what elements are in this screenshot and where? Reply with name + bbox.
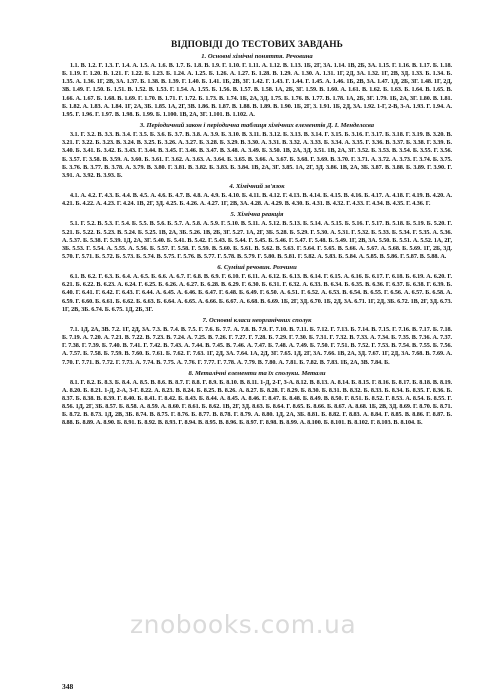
section-answers: 8.1. Г. 8.2. Б. 8.3. Б. 8.4. А. 8.5. В. 8.6. В. 8.7. Г. 8.8. Г. 8.9. Б. 8.10. В. 8.11. 1-Д, 2-Г, 3-А. 8.12. В. 8.13. А. 8.14. Б. 8.15. Г. 8.16. Б. 8.17. Б. 8.18. В. 8.19. А. 8.20. Б. 8.21. 1-Д, 2-А, 3-Г. 8.22. А. 8.23. В. 8.24. Б. 8.25. В. 8.26. А. 8.27. Б. 8.28. Г. 8.29. Б. 8.30. Б. 8.31. В. 8.32. Б. 8.33. Б. 8.34. Б. 8.35. Г. 8.36. Б. 8.37. Б. 8.38. В. 8.39. Г. 8.40. Б. 8.41. Г. 8.42. Б. 8.43. Б. 8.44. А. 8.45. А. 8.46. Г. 8.47. Б. 8.48. Б. 8.49. В. 8.50. Г. 8.51. Б. 8.52. Г. 8.53. А. 8.54. Б. 8.55. Г. 8.56. 1Д, 2Г, 3Б. 8.57. Б. 8.58. А. 8.59. А. 8.60. Г. 8.61. Б. 8.62. 1В, 2Г, 3Д. 8.63. Б. 8.64. Г. 8.65. Б. 8.66. Б. 8.67. А. 8.68. 1Б, 2В, 3Д. 8.69. Г. 8.70. Б. 8.71. Б. 8.72. В. 8.73. 1Д, 2В, 3Б. 8.74. В. 8.75. Г. 8.76. Б. 8.77. В. 8.78. Г. 8.79. А. 8.80. 1Д, 2А, 3Б. 8.81. Б. 8.82. Г. 8.83. А. 8.84. Г. 8.85. В. 8.86. Г. 8.87. Б. 8.88. Б. 8.89. А. 8.90. Б. 8.91. Б. 8.92. В. 8.93. Г. 8.94. В. 8.95. В. 8.96. Б. 8.97. Г. 8.98. В. 8.99. А. 8.100. Б. 8.101. В. 8.102. Г. 8.103. В. 8.104. Б. (62, 379, 452, 427)
section-title: 5. Хімічна реакція (230, 211, 284, 219)
section-5 (62, 211, 452, 261)
section-title: 4. Хімічний зв'язок (229, 183, 285, 191)
section-title: 6. Суміші речовин. Розчини (217, 264, 297, 272)
section-6 (62, 264, 452, 314)
section-7 (62, 317, 452, 367)
section-title: 8. Металічні елементи та їх сполуки. Метали (188, 369, 326, 377)
section-answers: 5.1. Г. 5.2. В. 5.3. Г. 5.4. Б. 5.5. В. 5.6. Б. 5.7. А. 5.8. А. 5.9. Г. 5.10. В. 5.11. А. 5.12. В. 5.13. Б. 5.14. А. 5.15. Б. 5.16. Г. 5.17. В. 5.18. Б. 5.19. Б. 5.20. Г. 5.21. Б. 5.22. Б. 5.23. В. 5.24. Б. 5.25. 1В, 2А, 3Б. 5.26. 1В, 2Б, 3Г. 5.27. 1А, 2Г, 3Б. 5.28. Б. 5.29. Г. 5.30. А. 5.31. Г. 5.32. Б. 5.33. Б. 5.34. Г. 5.35. А. 5.36. А. 5.37. Б. 5.38. Г. 5.39. 1Д, 2А, 3Г. 5.40. Б. 5.41. В. 5.42. Г. 5.43. Б. 5.44. Г. 5.45. Б. 5.46. Г. 5.47. Г. 5.48. Б. 5.49. 1Г, 2В, 3А. 5.50. Б. 5.51. А. 5.52. 1А, 2Г, 3Б. 5.53. Г. 5.54. А. 5.55. А. 5.56. Б. 5.57. Г. 5.58. Г. 5.59. В. 5.60. Б. 5.61. В. 5.62. В. 5.63. Г. 5.64. Г. 5.65. В. 5.66. А. 5.67. А. 5.68. Б. 5.69. 1Г, 2Б, 3Д. 5.70. Г. 5.71. Б. 5.72. Б. 5.73. Б. 5.74. В. 5.75. Г. 5.76. В. 5.77. Г. 5.78. В. 5.79. Г. 5.80. В. 5.81. Г. 5.82. А. 5.83. Б. 5.84. А. 5.85. В. 5.86. Г. 5.87. В. 5.88. А. (62, 221, 452, 260)
page-number: 348 (62, 682, 74, 691)
section-answers: 6.1. В. 6.2. Г. 6.3. Б. 6.4. А. 6.5. Б. 6.6. А. 6.7. Г. 6.8. В. 6.9. Г. 6.10. Г. 6.11. А. 6.12. Б. 6.13. В. 6.14. Г. 6.15. А. 6.16. Б. 6.17. Г. 6.18. Б. 6.19. А. 6.20. Г. 6.21. Б. 6.22. В. 6.23. А. 6.24. Г. 6.25. Б. 6.26. А. 6.27. Б. 6.28. В. 6.29. Г. 6.30. Б. 6.31. Г. 6.32. А. 6.33. В. 6.34. Б. 6.35. В. 6.36. Г. 6.37. Б. 6.38. Г. 6.39. Б. 6.40. Г. 6.41. Г. 6.42. Г. 6.43. Г. 6.44. А. 6.45. А. 6.46. Б. 6.47. Г. 6.48. Б. 6.49. Г. 6.50. А. 6.51. Г. 6.52. А. 6.53. В. 6.54. В. 6.55. Г. 6.56. А. 6.57. Б. 6.58. А. 6.59. Г. 6.60. Б. 6.61. Б. 6.62. Б. 6.63. Б. 6.64. А. 6.65. А. 6.66. Б. 6.67. А. 6.68. В. 6.69. 1Б, 2Г, 3Д. 6.70. 1Б, 2Д, 3А. 6.71. 1Г, 2Д, 3Б. 6.72. 1В, 2Г, 3Д. 6.73. 1Г, 2В, 3Б. 6.74. Б. 6.75. 1Д, 2Б, 3Г. (62, 274, 452, 313)
section-1 (62, 53, 452, 119)
section-answers: 7.1. 1Д, 2А, 3В. 7.2. 1Г, 2Д, 3А. 7.3. В. 7.4. В. 7.5. Г. 7.6. Б. 7.7. А. 7.8. В. 7.9. Г. 7.10. В. 7.11. Б. 7.12. Г. 7.13. Б. 7.14. В. 7.15. Г. 7.16. В. 7.17. Б. 7.18. Б. 7.19. А. 7.20. А. 7.21. В. 7.22. В. 7.23. В. 7.24. А. 7.25. В. 7.26. Г. 7.27. Г. 7.28. Б. 7.29. Г. 7.30. Б. 7.31. Г. 7.32. В. 7.33. А. 7.34. Б. 7.35. В. 7.36. А. 7.37. Г. 7.38. Г. 7.39. Б. 7.40. В. 7.41. Г. 7.42. В. 7.43. А. 7.44. В. 7.45. В. 7.46. А. 7.47. Б. 7.48. А. 7.49. Б. 7.50. Г. 7.51. В. 7.52. Г. 7.53. В. 7.54. В. 7.55. Б. 7.56. А. 7.57. Б. 7.58. Б. 7.59. В. 7.60. Б. 7.61. Б. 7.62. Г. 7.63. 1Г, 2Д, 3А. 7.64. 1А, 2Д, 3Г. 7.65. 1Д, 2Г, 3А. 7.66. 1В, 2А, 3Д. 7.67. 1Г, 2Д, 3А. 7.68. В. 7.69. А. 7.70. Г. 7.71. В. 7.72. Г. 7.73. А. 7.74. В. 7.75. А. 7.76. Г. 7.77. Г. 7.78. А. 7.79. В. 7.80. А. 7.81. Б. 7.82. В. 7.83. 1Б, 2А, 3В. 7.84. Б. (62, 326, 452, 366)
section-4 (62, 183, 452, 208)
section-answers: 1.1. В. 1.2. Г. 1.3. Г. 1.4. А. 1.5. А. 1.6. В. 1.7. Б. 1.8. В. 1.9. Г. 1.10. Г. 1.11. А. 1.12. В. 1.13. 1Б, 2Г, 3А. 1.14. 1В, 2Б, 3А. 1.15. Г. 1.16. В. 1.17. Б. 1.18. Б. 1.19. Г. 1.20. В. 1.21. Г. 1.22. Б. 1.23. Б. 1.24. А. 1.25. Б. 1.26. А. 1.27. Б. 1.28. В. 1.29. А. 1.30. А. 1.31. 1Г, 2Д, 3А. 1.32. 1Г, 2В, 3Д. 1.33. Б. 1.34. Б. 1.35. А. 1.36. 1Г, 2В, 3А. 1.37. Б. 1.38. В. 1.39. Г. 1.40. Б. 1.41. 1Б, 2В, 3Г. 1.42. Г. 1.43. Г. 1.44. Г. 1.45. А. 1.46. 1Б, 2В, 3А. 1.47. 1Д, 2Б, 3Г. 1.48. 1Г, 2Д, 3В. 1.49. Г. 1.50. Б. 1.51. В. 1.52. В. 1.53. Г. 1.54. А. 1.55. Б. 1.56. В. 1.57. В. 1.58. 1А, 2Б, 3Г. 1.59. В. 1.60. А. 1.61. В. 1.62. Б. 1.63. Б. 1.64. В. 1.65. В. 1.66. А. 1.67. Б. 1.68. В. 1.69. Г. 1.70. В. 1.71. Г. 1.72. Б. 1.73. В. 1.74. 1Б, 2А, 3Д. 1.75. Б. 1.76. В. 1.77. В. 1.78. 1А, 2Б, 3Г. 1.79. 1Б, 2А, 3Г. 1.80. В. 1.81. Б. 1.82. А. 1.83. А. 1.84. 1Г, 2А, 3Б. 1.85. 1А, 2Г, 3В. 1.86. В. 1.87. В. 1.88. В. 1.89. В. 1.90. 1Б, 2Г, 3. 1.91. 1Б, 2Д, 3А. 1.92. 1-Г, 2-В, 3-А. 1.93. Г. 1.94. А. 1.95. Г. 1.96. Г. 1.97. В. 1.98. Б. 1.99. Б. 1.100. 1В, 2А, 3Г. 1.101. В. 1.102. А. (62, 63, 452, 118)
section-title: 7. Основні класи неорганічних сполук (202, 316, 312, 324)
watermark: znobooks.com.ua (130, 610, 357, 639)
section-8 (62, 370, 452, 428)
section-answers: 3.1. Г. 3.2. В. 3.3. В. 3.4. Г. 3.5. Б. 3.6. Б. 3.7. В. 3.8. А. 3.9. Б. 3.10. В. 3.11. В. 3.12. Б. 3.13. В. 3.14. Г. 3.15. Б. 3.16. Г. 3.17. Б. 3.18. Г. 3.19. В. 3.20. В. 3.21. Г. 3.22. Б. 3.23. В. 3.24. В. 3.25. Б. 3.26. А. 3.27. Б. 3.28. Б. 3.29. В. 3.30. А. 3.31. В. 3.32. А. 3.33. Б. 3.34. А. 3.35. Г. 3.36. В. 3.37. Б. 3.38. Г. 3.39. Б. 3.40. Б. 3.41. Б. 3.42. Б. 3.43. Г. 3.44. В. 3.45. Г. 3.46. В. 3.47. В. 3.48. А. 3.49. Б. 3.50. 1В, 2А, 3Д. 3.51. 1В, 2А, 3Г. 3.52. Б. 3.53. В. 3.54. Б. 3.55. Г. 3.56. Б. 3.57. Г. 3.58. В. 3.59. А. 3.60. Б. 3.61. Г. 3.62. А. 3.63. А. 3.64. Б. 3.65. В. 3.66. А. 3.67. Б. 3.68. Г. 3.69. В. 3.70. Г. 3.71. А. 3.72. А. 3.73. Г. 3.74. Б. 3.75. Б. 3.76. В. 3.77. В. 3.78. А. 3.79. В. 3.80. Г. 3.81. В. 3.82. Б. 3.83. Б. 3.84. 1В, 2А, 3Г. 3.85. 1А, 2Г, 3Д. 3.86. 1В, 2А, 3Б. 3.87. В. 3.88. Б. 3.89. Г. 3.90. Г. 3.91. А. 3.92. В. 3.93. Б. (62, 132, 452, 179)
section-answers: 4.1. А. 4.2. Г. 4.3. Б. 4.4. В. 4.5. А. 4.6. Б. 4.7. В. 4.8. А. 4.9. Б. 4.10. Б. 4.11. В. 4.12. Г. 4.13. В. 4.14. Б. 4.15. В. 4.16. Б. 4.17. А. 4.18. Г. 4.19. В. 4.20. А. 4.21. Б. 4.22. А. 4.23. Г. 4.24. 1В, 2Г, 3Д. 4.25. Б. 4.26. А. 4.27. 1Г, 2В, 3А. 4.28. А. 4.29. В. 4.30. Б. 4.31. В. 4.32. Г. 4.33. Г. 4.34. В. 4.35. Г. 4.36. Г. (62, 193, 452, 208)
section-title: 3. Періодичний закон і періодична таблиця хімічних елементів Д. І. Менделєєва (139, 122, 375, 130)
answers-page (62, 40, 452, 428)
section-3 (62, 122, 452, 180)
page-title: ВІДПОВІДІ ДО ТЕСТОВИХ ЗАВДАНЬ (171, 40, 343, 50)
section-title: 1. Основні хімічні поняття. Речовина (201, 53, 313, 60)
